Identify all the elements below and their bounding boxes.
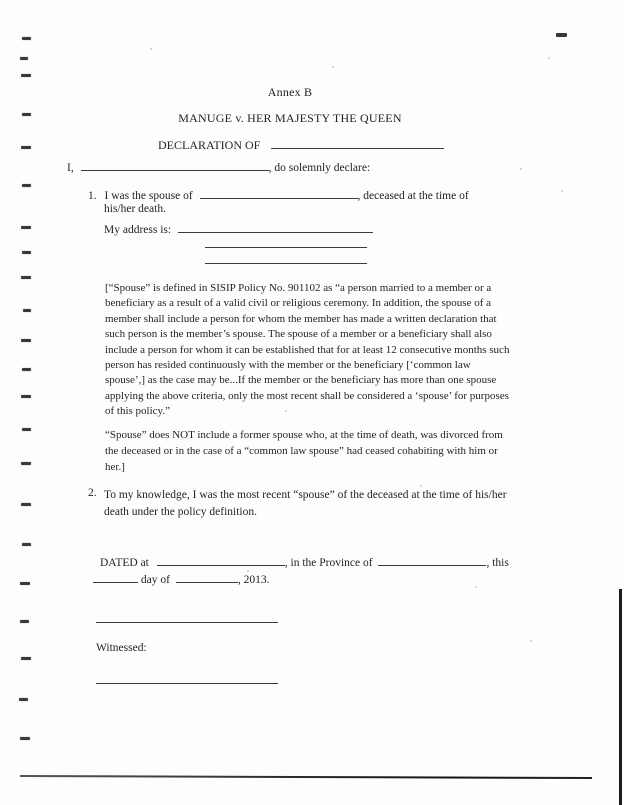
witness-signature-line	[96, 683, 278, 684]
case-title: MANUGE v. HER MAJESTY THE QUEEN	[178, 111, 402, 125]
deceased-spouse-name-field	[200, 186, 358, 199]
scan-binding-mark	[21, 657, 31, 660]
scan-speck	[150, 48, 152, 50]
address-field-2	[205, 235, 367, 248]
item1-spouse-prefix: I was the spouse of	[104, 190, 193, 202]
dated-at-label: DATED at	[100, 557, 149, 569]
day-number-field	[93, 570, 138, 583]
scan-binding-mark	[21, 462, 31, 465]
scan-binding-mark	[20, 57, 28, 60]
address-field-3	[205, 251, 367, 264]
scan-artifact-bottom-edge-line	[20, 775, 592, 779]
scan-binding-mark	[20, 620, 29, 623]
scan-binding-mark	[21, 339, 31, 342]
scan-binding-mark	[22, 184, 31, 187]
scan-binding-mark	[22, 368, 31, 371]
scan-binding-mark	[22, 251, 31, 254]
scan-binding-mark	[22, 428, 31, 431]
this-label: , this	[486, 557, 509, 569]
opening-suffix: , do solemnly declare:	[268, 162, 371, 174]
item2-text: To my knowledge, I was the most recent “spouse” of the deceased at the time of his/her death under the policy definition.	[104, 489, 507, 518]
scan-binding-mark	[20, 582, 30, 585]
item1-line1	[88, 186, 469, 202]
item1-line2: his/her death.	[104, 203, 166, 215]
scan-speck	[475, 586, 477, 588]
address-field-1	[178, 220, 373, 233]
declaration-label: DECLARATION OF	[158, 138, 261, 152]
scan-speck	[332, 66, 334, 68]
scan-binding-mark	[20, 737, 30, 740]
address-row-3	[205, 251, 367, 269]
scan-binding-mark	[21, 395, 31, 398]
declarant-name-field	[81, 158, 269, 171]
scan-binding-mark	[21, 503, 31, 506]
declarant-name-title-field	[271, 136, 444, 149]
declarant-signature-line	[96, 622, 278, 623]
item2-block	[88, 487, 520, 521]
scan-speck	[520, 168, 522, 170]
spouse-definition-paragraph: [“Spouse” is defined in SISIP Policy No. 901102 as “a person married to a member or a beneficiary as a result of a valid civil or religious ceremony. In addition, the spouse of a member shall include a person for whom the member has made a written declaration that such person is the member’s spouse. The spouse of a member or a beneficiary shall also include a person for whom it can be established that for at least 12 consecutive months such person has resided continuously with the member or the beneficiary [‘common law spouse’,] as the case may be...If the member or the beneficiary has more than one spouse applying the above criteria, only the most recent shall be considered a ‘spouse’ for purposes of this policy.”	[105, 282, 510, 418]
dated-place-field	[157, 553, 285, 566]
opening-line	[67, 158, 370, 174]
annex-heading: Annex B	[267, 85, 313, 99]
address-label: My address is:	[104, 224, 172, 236]
scan-binding-mark	[22, 543, 31, 546]
witnessed-label: Witnessed:	[96, 642, 147, 654]
day-of-label: day of	[140, 574, 170, 586]
scan-artifact-right-edge-line	[619, 589, 622, 805]
item1-spouse-suffix: , deceased at the time of	[357, 190, 469, 202]
scan-binding-mark	[21, 146, 31, 149]
scan-binding-mark	[22, 37, 31, 40]
province-field	[378, 553, 486, 566]
scan-speck	[561, 190, 563, 192]
scan-binding-mark	[21, 276, 31, 279]
year-label: , 2013.	[237, 574, 270, 586]
dated-line-1	[100, 553, 509, 569]
scan-binding-mark	[21, 74, 31, 77]
scan-binding-mark	[21, 226, 31, 229]
scan-artifact-top-right-dash	[556, 33, 567, 37]
spouse-exclusion-paragraph: “Spouse” does NOT include a former spouse who, at the time of death, was divorced from the deceased or in the case of a “common law spouse” had ceased cohabiting with him or her.]	[105, 429, 503, 474]
scan-speck	[548, 57, 550, 59]
declaration-line	[158, 136, 444, 153]
dated-line-2	[93, 570, 269, 586]
scan-binding-mark	[19, 698, 28, 701]
province-label: , in the Province of	[284, 557, 373, 569]
item1-number: 1.	[88, 190, 97, 202]
scan-binding-mark	[23, 309, 31, 312]
item2-number: 2.	[88, 487, 97, 499]
item1-address-line	[104, 220, 373, 236]
scan-speck	[530, 640, 532, 642]
month-field	[176, 570, 238, 583]
opening-prefix: I,	[67, 162, 74, 174]
